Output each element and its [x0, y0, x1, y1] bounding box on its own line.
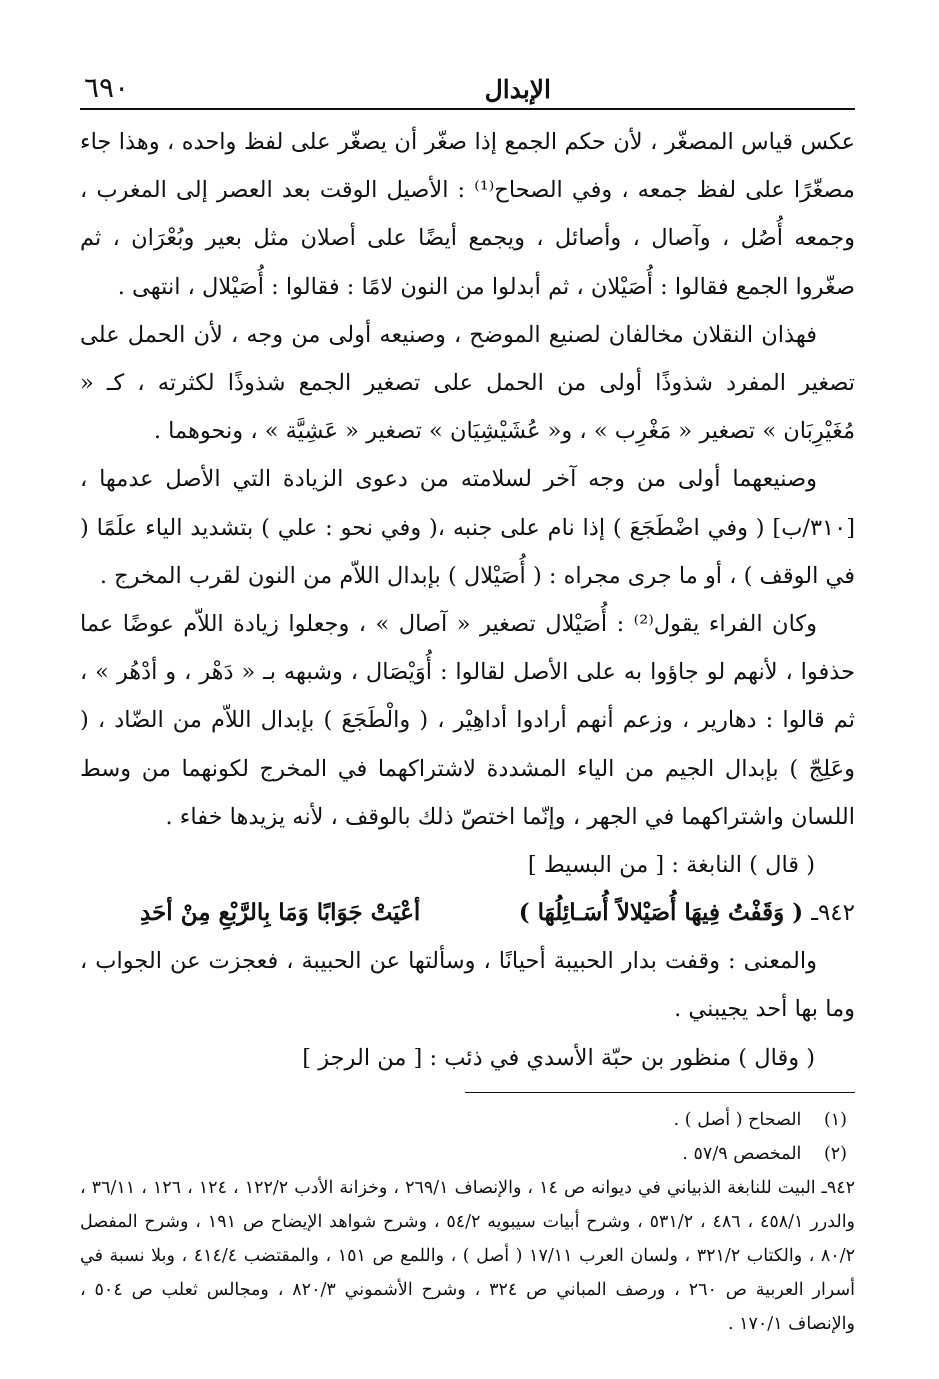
verse-number: ٩٤٢ـ: [811, 900, 855, 927]
footnote-separator: [465, 1092, 855, 1093]
verse-source-note: ٩٤٢ـ البيت للنابغة الذبياني في ديوانه ص ١٤ ، والإنصاف ٢٦٩/١ ، وخزانة الأدب ١٢٢/٢ ، ١٢٤ ، ١٢٦ ، ٣٦/١١ ، والدرر ٤٥٨/١ ، ٤٨٦ ، ٥٣١/٢ ، وشرح أبيات سيبويه ٥٤/٢ ، وشرح شواهد الإيضاح ص ١٩١ ، وشرح المفصل ٨٠/٢ ، والكتاب ٣٢١/٢ ، ولسان العرب ١٧/١١ ( أصل ) ، واللمع ص ١٥١ ، والمقتضب ٤١٤/٤ ، وبلا نسبة في أسرار العربية ص ٢٦٠ ، ورصف المباني ص ٣٢٤ ، وشرح الأشموني ٨٢٠/٣ ، ومجالس ثعلب ص ٥٠٤ ، والإنصاف ١٧٠/١ .: [80, 1177, 856, 1334]
verse-second-hemistich: أعْيَتْ جَوَابًا وَمَا بِالرَّبْعِ مِنْ أحَدِ: [140, 899, 421, 927]
verse-first-hemistich: ٩٤٢ـ ( وَقَفْتُ فِيهَا أُصَيْلالاً أُسَـائِلُهَا ): [518, 899, 855, 927]
page-header: [80, 66, 855, 110]
paragraph: وصنيعهما أولى من وجه آخر لسلامته من دعوى الزيادة التي الأصل عدمها ، [٣١٠/ب] ( وفي اضْطَجَعَ ) إذا نام على جنبه ،( وفي نحو : علي ) بتشديد الياء علَمًا ( في الوقف ) ، أو ما جرى مجراه : ( أُصَيْلال ) بإبدال اللاّم من النون لقرب المخرج .: [80, 466, 855, 589]
next-verse-intro: ( وقال ) منظور بن حبّة الأسدي في ذئب : [ من الرجز ]: [302, 1044, 815, 1071]
footnote-number: (٢): [823, 1143, 847, 1164]
book-page: [80, 66, 855, 1341]
paragraph: فهذان النقلان مخالفان لصنيع الموضح ، وصنيعه أولى من وجه ، لأن الحمل على تصغير المفرد شذوذًا أولى من الحمل على تصغير الجمع شذوذًا لكثرته ، كـ « مُغَيْرِبَان » تصغير « مَغْرِب » ، و« عُشَيْشِيَان » تصغير « عَشِيَّة » ، ونحوهما .: [80, 321, 855, 445]
footnote-text: المخصص ٥٧/٩ .: [682, 1143, 802, 1164]
verse-meaning: والمعنى : وقفت بدار الحبيبة أحيانًا ، وسألتها عن الحبيبة ، فعجزت عن الجواب ، وما بها أحد يجيبني .: [80, 948, 855, 1023]
footnote-number: (١): [823, 1109, 847, 1130]
footnote: [80, 1137, 855, 1171]
paragraph: عكس قياس المصغّر ، لأن حكم الجمع إذا صغّر أن يصغّر على لفظ واحده ، وهذا جاء مصغّرًا على لفظ جمعه ، وفي الصحاح⁽¹⁾ : الأصيل الوقت بعد العصر إلى المغرب ، وجمعه أُصُل ، وآصال ، وأصائل ، ويجمع أيضًا على أصلان مثل بعير وبُعْرَان ، ثم صغّروا الجمع فقالوا : أُصَيْلان ، ثم أبدلوا من النون لامًا : فقالوا : أُصَيْلال ، انتهى .: [80, 129, 855, 300]
verse-intro: ( قال ) النابغة : [ من البسيط ]: [527, 852, 815, 879]
main-text: [80, 118, 855, 1082]
footnotes: [80, 1103, 855, 1341]
footnote-text: الصحاح ( أصل ) .: [673, 1109, 802, 1130]
running-title: الإبدال: [484, 75, 551, 104]
verse-line: [80, 889, 855, 937]
footnote: [80, 1103, 855, 1137]
page-number: ٦٩٠: [84, 71, 130, 104]
paragraph: وكان الفراء يقول⁽²⁾ : أُصَيْلال تصغير « آصال » ، وجعلوا زيادة اللاّم عوضًا عما حذفوا ، لأنهم لو جاؤوا به على الأصل لقالوا : أُوَيْصَال ، وشبهه بـ « دَهْر ، و أدْهُر » ، ثم قالوا : دهارير ، وزعم أنهم أرادوا أداهِيْر ، ( والْطَجَعَ ) بإبدال اللاّم من الضّاد ، ( وعَلِجّ ) بإبدال الجيم من الياء المشددة لاشتراكهما في المخرج لكونهما من وسط اللسان واشتراكهما في الجهر ، وإنّما اختصّ ذلك بالوقف ، لأنه يزيدها خفاء .: [80, 611, 855, 830]
